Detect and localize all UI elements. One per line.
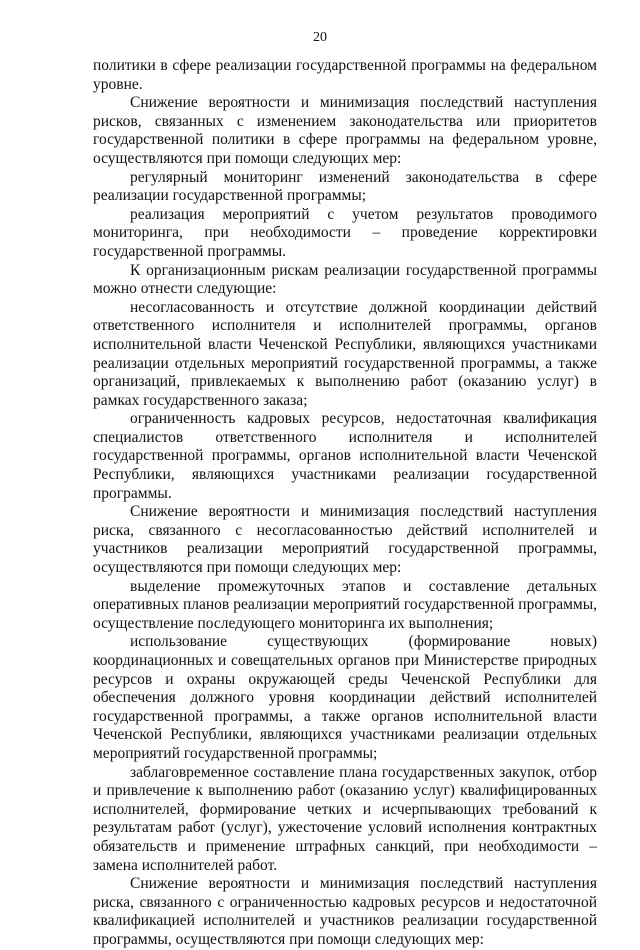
paragraph: К организационным рискам реализации государственной программы можно отнести следующие: xyxy=(93,261,597,298)
paragraph: Снижение вероятности и минимизация последствий наступления риска, связанного с ограниченностью кадровых ресурсов и недостаточной квалификацией исполнителей и участников реализации государственной программы, осуществляются при помощи следующих мер: xyxy=(93,875,597,948)
paragraph: Снижение вероятности и минимизация последствий наступления рисков, связанных с изменением законодательства или приоритетов государственной политики в сфере программы на федеральном уровне, осуществляются при помощи следующих мер: xyxy=(93,94,597,167)
list-item: выделение промежуточных этапов и составление детальных оперативных планов реализации мероприятий государственной программы, осуществление последующего мониторинга их выполнения; xyxy=(93,577,597,632)
list-item: регулярный мониторинг изменений законодательства в сфере реализации государственной программы; xyxy=(93,168,597,205)
list-item: ограниченность кадровых ресурсов, недостаточная квалификация специалистов ответственного исполнителя и исполнителей государственной программы, органов исполнительной власти Чеченской Республики, являющихся участниками реализации государственной программы. xyxy=(93,410,597,502)
list-item: использование существующих (формирование новых) координационных и совещательных органов при Министерстве природных ресурсов и охраны окружающей среды Чеченской Республики для обеспечения должного уровня координации действий исполнителей государственной программы, а также органов исполнительной власти Чеченской Республики, являющихся участниками реализации отдельных мероприятий государственной программы; xyxy=(93,633,597,762)
paragraph: Снижение вероятности и минимизация последствий наступления риска, связанного с несогласованностью действий исполнителей и участников реализации мероприятий государственной программы, осуществляются при помощи следующих мер: xyxy=(93,503,597,577)
page-number: 20 xyxy=(313,30,327,45)
body-text xyxy=(93,57,597,950)
paragraph-continuation: политики в сфере реализации государственной программы на федеральном уровне. xyxy=(93,57,597,93)
list-item: реализация мероприятий с учетом результатов проводимого мониторинга, при необходимости – проведение корректировки государственной программы. xyxy=(93,205,597,260)
list-item: заблаговременное составление плана государственных закупок, отбор и привлечение к выполнению работ (оказанию услуг) квалифицированных исполнителей, формирование четких и исчерпывающих требований к результатам работ (услуг), ужесточение условий исполнения контрактных обязательств и применение штрафных санкций, при необходимости – замена исполнителей работ. xyxy=(93,763,597,874)
list-item: несогласованность и отсутствие должной координации действий ответственного исполнителя и исполнителей программы, органов исполнительной власти Чеченской Республики, являющихся участниками реализации отдельных мероприятий государственной программы, а также организаций, привлекаемых к выполнению работ (оказанию услуг) в рамках государственного заказа; xyxy=(93,298,597,409)
